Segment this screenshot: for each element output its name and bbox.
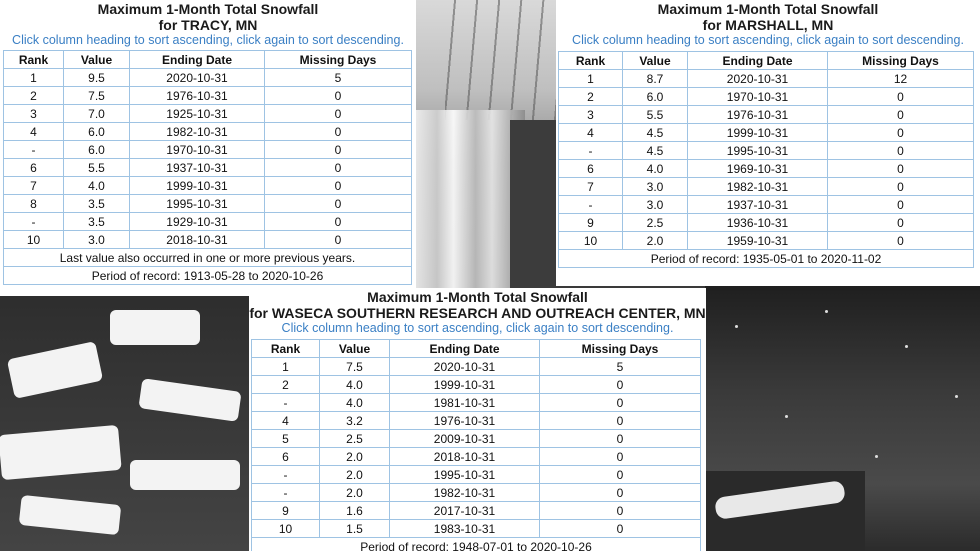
title-line-2: for TRACY, MN (158, 17, 258, 33)
value-cell: 1.5 (320, 520, 390, 538)
ending-date-cell: 1995-10-31 (390, 466, 540, 484)
table-row (559, 214, 974, 232)
snow-patch (138, 378, 241, 422)
tracy-table (3, 50, 412, 285)
value-cell: 2.0 (320, 484, 390, 502)
value-cell: 3.2 (320, 412, 390, 430)
value-cell: 4.0 (320, 376, 390, 394)
rank-cell: 3 (4, 105, 64, 123)
missing-days-cell: 0 (828, 160, 974, 178)
ending-date-cell: 1970-10-31 (688, 88, 828, 106)
rank-cell: 5 (252, 430, 320, 448)
missing-days-column-header[interactable]: Missing Days (540, 340, 701, 358)
snowflake (955, 395, 958, 398)
rank-cell: 1 (252, 358, 320, 376)
table-row (4, 177, 412, 195)
missing-days-column-header[interactable]: Missing Days (828, 52, 974, 70)
table-row (559, 124, 974, 142)
rank-cell: - (559, 142, 623, 160)
value-cell: 2.5 (320, 430, 390, 448)
table-row (252, 502, 701, 520)
value-cell: 4.0 (64, 177, 130, 195)
marshall-title (556, 0, 980, 33)
missing-days-cell: 0 (828, 88, 974, 106)
ending-date-cell: 1982-10-31 (130, 123, 265, 141)
missing-days-cell: 0 (540, 484, 701, 502)
river-photo (705, 285, 980, 551)
value-cell: 6.0 (64, 141, 130, 159)
rank-column-header[interactable]: Rank (4, 51, 64, 69)
ending-date-cell: 1959-10-31 (688, 232, 828, 250)
missing-days-cell: 0 (265, 105, 412, 123)
snowflake (825, 310, 828, 313)
rank-cell: 4 (559, 124, 623, 142)
rank-cell: 2 (252, 376, 320, 394)
missing-days-cell: 0 (265, 123, 412, 141)
ending-date-cell: 1981-10-31 (390, 394, 540, 412)
value-cell: 3.5 (64, 213, 130, 231)
table-row (559, 232, 974, 250)
value-cell: 5.5 (64, 159, 130, 177)
ending-date-cell: 2020-10-31 (390, 358, 540, 376)
missing-days-cell: 5 (540, 358, 701, 376)
rank-cell: 4 (252, 412, 320, 430)
waterfall-water (415, 110, 525, 300)
missing-days-cell: 0 (828, 214, 974, 232)
sort-hint: Click column heading to sort ascending, click again to sort descending. (572, 33, 964, 47)
ending-date-cell: 1999-10-31 (130, 177, 265, 195)
value-cell: 7.0 (64, 105, 130, 123)
rank-cell: 1 (559, 70, 623, 88)
missing-days-cell: 0 (828, 232, 974, 250)
value-column-header[interactable]: Value (623, 52, 688, 70)
rank-cell: 6 (252, 448, 320, 466)
value-cell: 7.5 (64, 87, 130, 105)
ending-date-cell: 1976-10-31 (130, 87, 265, 105)
ending-date-column-header[interactable]: Ending Date (390, 340, 540, 358)
ending-date-cell: 2018-10-31 (130, 231, 265, 249)
period-of-record: Period of record: 1913-05-28 to 2020-10-26 (4, 267, 412, 285)
snow-patch (19, 495, 122, 535)
missing-days-cell: 0 (540, 394, 701, 412)
missing-days-cell: 0 (265, 231, 412, 249)
missing-days-cell: 12 (828, 70, 974, 88)
ending-date-cell: 1937-10-31 (130, 159, 265, 177)
table-row (252, 358, 701, 376)
waseca-table (251, 339, 701, 551)
missing-days-cell: 0 (540, 502, 701, 520)
ending-date-cell: 2020-10-31 (130, 69, 265, 87)
rank-cell: 10 (252, 520, 320, 538)
missing-days-cell: 0 (540, 412, 701, 430)
table-row (252, 376, 701, 394)
table-row (4, 123, 412, 141)
rank-cell: 8 (4, 195, 64, 213)
missing-days-cell: 0 (540, 376, 701, 394)
table-row (4, 213, 412, 231)
table-row (252, 412, 701, 430)
value-cell: 7.5 (320, 358, 390, 376)
table-row (559, 106, 974, 124)
missing-days-cell: 0 (540, 430, 701, 448)
ending-date-cell: 2017-10-31 (390, 502, 540, 520)
value-cell: 4.5 (623, 124, 688, 142)
ending-date-cell: 1937-10-31 (688, 196, 828, 214)
ending-date-cell: 1982-10-31 (688, 178, 828, 196)
table-row (4, 141, 412, 159)
tracy-title (0, 0, 416, 33)
value-column-header[interactable]: Value (64, 51, 130, 69)
ending-date-cell: 2020-10-31 (688, 70, 828, 88)
marshall-table (558, 51, 974, 268)
rank-cell: 9 (559, 214, 623, 232)
table-row (4, 69, 412, 87)
header-row (4, 51, 412, 69)
table-row (4, 231, 412, 249)
rank-cell: - (4, 213, 64, 231)
waseca-panel (249, 288, 706, 551)
missing-days-cell: 0 (265, 159, 412, 177)
rank-cell: - (252, 484, 320, 502)
rank-cell: 10 (4, 231, 64, 249)
snowy-rocks-photo (0, 290, 252, 551)
ending-date-cell: 1999-10-31 (390, 376, 540, 394)
title-line-1: Maximum 1-Month Total Snowfall (367, 289, 588, 305)
rank-cell: 10 (559, 232, 623, 250)
tracy-panel (0, 0, 416, 296)
table-row (252, 448, 701, 466)
missing-days-cell: 0 (540, 466, 701, 484)
title-line-1: Maximum 1-Month Total Snowfall (657, 1, 879, 17)
rank-cell: - (4, 141, 64, 159)
value-cell: 4.5 (623, 142, 688, 160)
missing-days-cell: 0 (265, 213, 412, 231)
rank-cell: 4 (4, 123, 64, 141)
ending-date-cell: 1969-10-31 (688, 160, 828, 178)
missing-days-cell: 0 (540, 448, 701, 466)
table-row (559, 70, 974, 88)
rank-cell: 9 (252, 502, 320, 520)
value-cell: 9.5 (64, 69, 130, 87)
ending-date-cell: 2009-10-31 (390, 430, 540, 448)
missing-days-column-header[interactable]: Missing Days (265, 51, 412, 69)
marshall-panel (556, 0, 980, 286)
table-row (4, 195, 412, 213)
title-line-2: for MARSHALL, MN (702, 17, 834, 33)
value-cell: 5.5 (623, 106, 688, 124)
ending-date-cell: 1970-10-31 (130, 141, 265, 159)
table-row (559, 196, 974, 214)
rank-cell: 7 (4, 177, 64, 195)
ending-date-cell: 1982-10-31 (390, 484, 540, 502)
value-cell: 2.5 (623, 214, 688, 232)
ending-date-cell: 1995-10-31 (130, 195, 265, 213)
rank-cell: 2 (4, 87, 64, 105)
table-row (559, 178, 974, 196)
header-row (252, 340, 701, 358)
ending-date-cell: 2018-10-31 (390, 448, 540, 466)
snowflake (735, 325, 738, 328)
value-cell: 3.5 (64, 195, 130, 213)
period-row (559, 250, 974, 268)
snowflake (875, 455, 878, 458)
period-of-record: Period of record: 1948-07-01 to 2020-10-26 (252, 538, 701, 551)
title-line-1: Maximum 1-Month Total Snowfall (97, 1, 319, 17)
value-cell: 4.0 (320, 394, 390, 412)
ending-date-cell: 1936-10-31 (688, 214, 828, 232)
table-row (4, 159, 412, 177)
sort-hint: Click column heading to sort ascending, click again to sort descending. (281, 321, 674, 335)
sort-hint: Click column heading to sort ascending, click again to sort descending. (12, 33, 404, 47)
rank-cell: - (252, 466, 320, 484)
snowy-trees (445, 0, 560, 120)
table-row (252, 466, 701, 484)
missing-days-cell: 0 (265, 177, 412, 195)
value-cell: 4.0 (623, 160, 688, 178)
title-line-2: for WASECA SOUTHERN RESEARCH AND OUTREACH CENTER, MN (249, 305, 706, 321)
table-row (4, 87, 412, 105)
waseca-title (249, 288, 706, 321)
value-cell: 6.0 (64, 123, 130, 141)
value-cell: 8.7 (623, 70, 688, 88)
table-row (252, 430, 701, 448)
period-of-record: Period of record: 1935-05-01 to 2020-11-02 (559, 250, 974, 268)
snowflake (905, 345, 908, 348)
table-row (252, 520, 701, 538)
missing-days-cell: 5 (265, 69, 412, 87)
ending-date-column-header[interactable]: Ending Date (130, 51, 265, 69)
snow-patch (0, 425, 122, 480)
value-cell: 3.0 (623, 196, 688, 214)
missing-days-cell: 0 (828, 178, 974, 196)
value-cell: 1.6 (320, 502, 390, 520)
missing-days-cell: 0 (828, 106, 974, 124)
snowflake (785, 415, 788, 418)
table-row (252, 394, 701, 412)
snow-patch (130, 460, 240, 490)
table-row (559, 142, 974, 160)
ending-date-cell: 1976-10-31 (688, 106, 828, 124)
waterfall-photo (415, 0, 560, 300)
table-row (559, 88, 974, 106)
rank-cell: 3 (559, 106, 623, 124)
missing-days-cell: 0 (828, 142, 974, 160)
value-cell: 2.0 (320, 466, 390, 484)
rank-cell: 6 (559, 160, 623, 178)
rank-column-header[interactable]: Rank (559, 52, 623, 70)
rank-cell: 1 (4, 69, 64, 87)
missing-days-cell: 0 (265, 87, 412, 105)
header-row (559, 52, 974, 70)
ending-date-cell: 1983-10-31 (390, 520, 540, 538)
table-row (252, 484, 701, 502)
ending-date-cell: 1995-10-31 (688, 142, 828, 160)
value-cell: 2.0 (320, 448, 390, 466)
ending-date-cell: 1976-10-31 (390, 412, 540, 430)
missing-days-cell: 0 (265, 195, 412, 213)
missing-days-cell: 0 (828, 196, 974, 214)
ending-date-cell: 1925-10-31 (130, 105, 265, 123)
value-cell: 6.0 (623, 88, 688, 106)
snow-patch (7, 341, 103, 399)
value-cell: 3.0 (623, 178, 688, 196)
rank-cell: - (252, 394, 320, 412)
tie-note: Last value also occurred in one or more previous years. (4, 249, 412, 267)
period-row (252, 538, 701, 551)
missing-days-cell: 0 (540, 520, 701, 538)
missing-days-cell: 0 (265, 141, 412, 159)
rank-cell: 2 (559, 88, 623, 106)
rank-cell: 6 (4, 159, 64, 177)
rank-cell: 7 (559, 178, 623, 196)
missing-days-cell: 0 (828, 124, 974, 142)
note-row (4, 249, 412, 267)
ending-date-cell: 1999-10-31 (688, 124, 828, 142)
table-row (4, 105, 412, 123)
rock-face (510, 120, 560, 300)
ending-date-cell: 1929-10-31 (130, 213, 265, 231)
rank-cell: - (559, 196, 623, 214)
rank-column-header[interactable]: Rank (252, 340, 320, 358)
period-row (4, 267, 412, 285)
value-column-header[interactable]: Value (320, 340, 390, 358)
table-row (559, 160, 974, 178)
snow-patch (110, 310, 200, 345)
value-cell: 2.0 (623, 232, 688, 250)
value-cell: 3.0 (64, 231, 130, 249)
ending-date-column-header[interactable]: Ending Date (688, 52, 828, 70)
